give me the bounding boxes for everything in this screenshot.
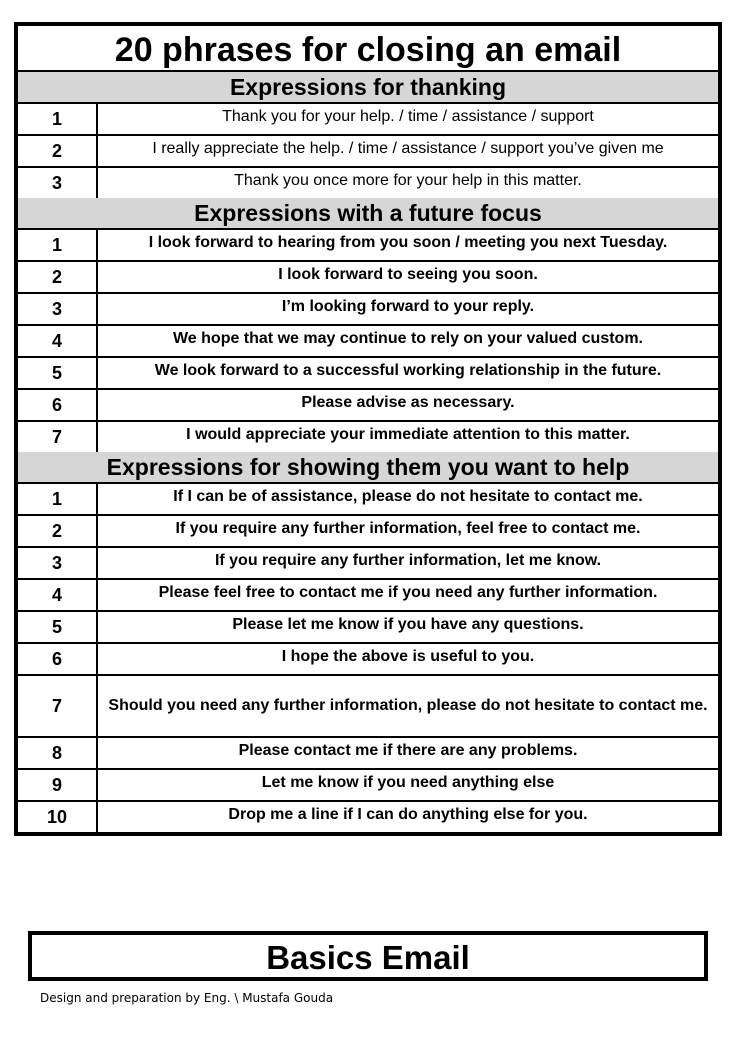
phrase-text: Drop me a line if I can do anything else for you.	[228, 806, 588, 823]
row-number: 1	[18, 104, 98, 134]
phrase-text: Should you need any further information, please do not hesitate to contact me.	[108, 697, 708, 714]
row-number: 2	[18, 516, 98, 546]
row-number: 2	[18, 136, 98, 166]
section-heading: Expressions with a future focus	[18, 198, 718, 230]
page-title: 20 phrases for closing an email	[18, 26, 718, 72]
table-row	[18, 326, 718, 358]
phrase-text: I really appreciate the help. / time / assistance / support you’ve given me	[152, 140, 664, 157]
table-row	[18, 770, 718, 802]
section-heading: Expressions for thanking	[18, 72, 718, 104]
phrase-text: If you require any further information, feel free to contact me.	[175, 520, 641, 537]
row-number: 7	[18, 422, 98, 452]
phrase-text: Let me know if you need anything else	[261, 774, 555, 791]
phrase-text: I look forward to hearing from you soon / meeting you next Tuesday.	[148, 234, 668, 251]
row-number: 4	[18, 580, 98, 610]
table-row	[18, 516, 718, 548]
row-number: 5	[18, 612, 98, 642]
row-number: 1	[18, 484, 98, 514]
table-row	[18, 230, 718, 262]
row-number: 6	[18, 644, 98, 674]
row-number: 8	[18, 738, 98, 768]
row-number: 1	[18, 230, 98, 260]
row-number: 3	[18, 548, 98, 578]
phrase-text: If I can be of assistance, please do not hesitate to contact me.	[173, 488, 643, 505]
table-row	[18, 644, 718, 676]
row-number: 3	[18, 168, 98, 198]
table-row	[18, 676, 718, 738]
phrase-text: Please feel free to contact me if you need any further information.	[158, 584, 658, 601]
table-row	[18, 484, 718, 516]
section-thanking	[18, 72, 718, 198]
table-row	[18, 294, 718, 326]
row-number: 10	[18, 802, 98, 832]
row-number: 3	[18, 294, 98, 324]
phrase-text: Thank you for your help. / time / assistance / support	[222, 108, 594, 125]
table-row	[18, 390, 718, 422]
phrase-text: Please advise as necessary.	[301, 394, 515, 411]
table-row	[18, 358, 718, 390]
author-credit: Design and preparation by Eng. \ Mustafa Gouda	[40, 991, 334, 1005]
phrase-text: If you require any further information, let me know.	[214, 552, 602, 569]
row-number: 9	[18, 770, 98, 800]
phrase-text: I hope the above is useful to you.	[281, 648, 535, 665]
row-number: 2	[18, 262, 98, 292]
section-want-to-help	[18, 452, 718, 832]
table-row	[18, 548, 718, 580]
table-row	[18, 136, 718, 168]
table-row	[18, 262, 718, 294]
row-number: 4	[18, 326, 98, 356]
row-number: 6	[18, 390, 98, 420]
table-row	[18, 104, 718, 136]
phrase-text: We hope that we may continue to rely on your valued custom.	[172, 330, 643, 347]
section-heading: Expressions for showing them you want to help	[18, 452, 718, 484]
row-number: 7	[18, 676, 98, 736]
phrase-text: Please let me know if you have any questions.	[232, 616, 584, 633]
table-row	[18, 738, 718, 770]
row-number: 5	[18, 358, 98, 388]
footer-banner: Basics Email	[28, 931, 708, 981]
table-row	[18, 580, 718, 612]
phrase-text: I would appreciate your immediate attention to this matter.	[186, 426, 630, 443]
phrase-text: We look forward to a successful working relationship in the future.	[154, 362, 662, 379]
phrase-text: Thank you once more for your help in this matter.	[234, 172, 582, 189]
table-row	[18, 168, 718, 198]
phrase-text: Please contact me if there are any problems.	[238, 742, 578, 759]
phrase-text: I’m looking forward to your reply.	[281, 298, 535, 315]
table-row	[18, 802, 718, 832]
phrase-text: I look forward to seeing you soon.	[278, 266, 538, 283]
phrases-table	[14, 22, 722, 836]
section-future-focus	[18, 198, 718, 452]
table-row	[18, 422, 718, 452]
table-row	[18, 612, 718, 644]
